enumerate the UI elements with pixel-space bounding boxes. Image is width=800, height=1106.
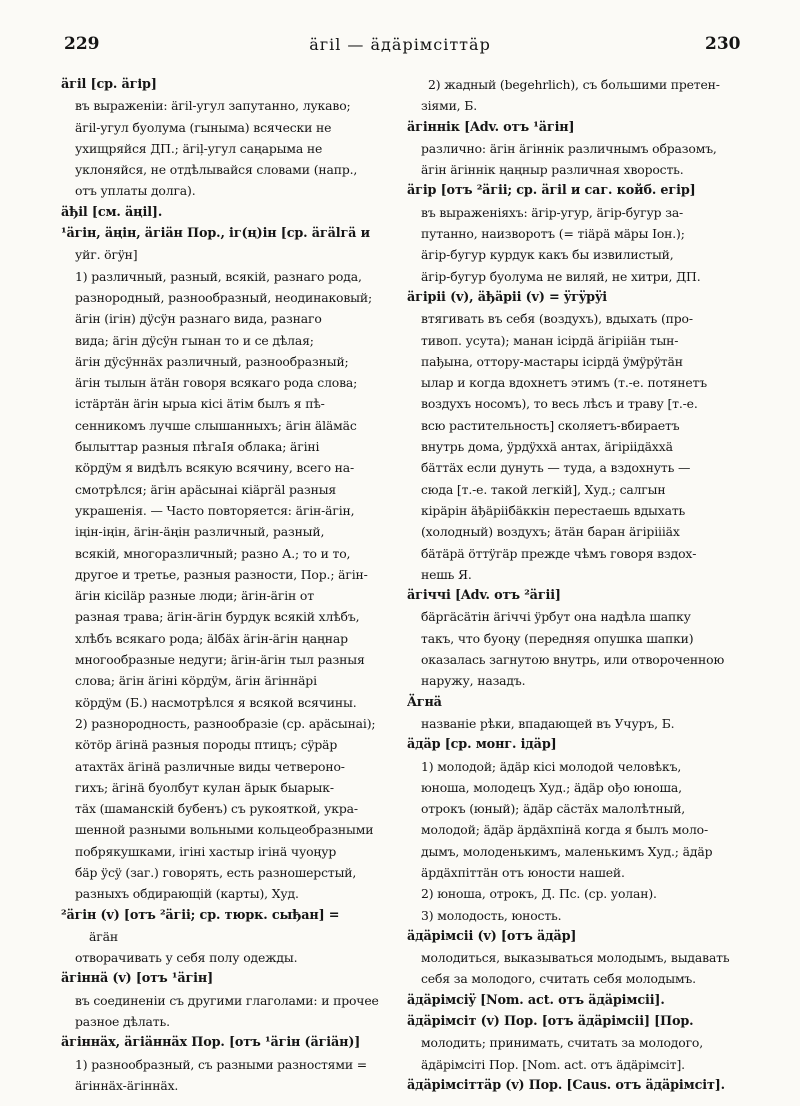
text-line: äгiн (iгiн) дÿсÿн разнаго вида, разнаго: [75, 311, 322, 327]
text-line: уйг. öгÿн]: [75, 247, 138, 263]
right-column: [407, 74, 739, 1093]
entry-headword-line: ²äгiн (v) [отъ ²äгii; ср. тюрк. сыђан] =: [61, 907, 340, 923]
text-line: путанно, наизворотъ (= тiäрä мäры Iон.);: [421, 226, 685, 242]
text-line: 1) молодой; äдäр кiсi молодой человѣкъ,: [421, 758, 682, 774]
text-line: дымъ, молоденькимъ, маленькимъ Худ.; äдäр: [421, 843, 713, 859]
text-line: бäргäсäтiн äгiччi ÿрбут она надѣла шапку: [421, 609, 691, 625]
text-line: разныхъ обдирающiй (карты), Худ.: [75, 886, 299, 902]
text-line: разнородный, разнообразный, неодинаковый;: [75, 289, 373, 305]
text-line: побрякушками, iгiнi хастыр iгiнä чуоңур: [75, 843, 337, 859]
text-line: äгil-угул буолума (гыныма) всячески не: [75, 119, 332, 135]
text-line: уклоняйся, не отдѣлывайся словами (напр.,: [75, 162, 358, 178]
text-line: 2) юноша, отрокъ, Д. Пс. (ср. уолан).: [421, 886, 657, 902]
text-line: молодить; принимать, считать за молодого,: [421, 1035, 704, 1051]
entry-headword-line: äгiрii (v), äђäрii (v) = ÿгÿрÿi: [407, 289, 607, 305]
text-line: всю растительность] сколяетъ-вбираетъ: [421, 417, 680, 433]
text-line: кöрдÿм (Б.) насмотрѣлся я всякой всячины.: [75, 694, 357, 710]
text-line: отворачивать у себя полу одежды.: [75, 950, 298, 966]
text-line: зiями, Б.: [421, 98, 478, 114]
text-line: 2) разнородность, разнообразiе (ср. арäсынаi);: [75, 715, 376, 731]
running-title: äгil — äдäрімсіттäр: [309, 35, 491, 54]
text-line: 3) молодость, юность.: [421, 907, 562, 923]
entry-headword-line: äдäр [ср. монг. iдäр]: [407, 737, 557, 753]
text-line: бäр ÿсÿ (заг.) говорять, есть разношерстый,: [75, 864, 357, 880]
text-line: тäх (шаманскiй бубенъ) съ рукояткой, укра-: [75, 801, 358, 817]
entry-headword-line: äдäрiмсiÿ [Nom. act. отъ äдäрiмсii].: [407, 992, 665, 1008]
page-number-left: 229: [64, 34, 100, 54]
text-line: шенной разными вольными кольцеобразными: [75, 822, 374, 838]
entry-headword-line: äгiр [отъ ²äгii; ср. äгil и саг. койб. егiр]: [407, 183, 696, 199]
text-line: äдäрiмсiтi Пор. [Nom. act. отъ äдäрiмсiт].: [421, 1056, 685, 1072]
text-line: бäтäрä öттÿгäр прежде чѣмъ говоря вздох-: [421, 545, 697, 561]
text-line: такъ, что буоңу (передняя опушка шапки): [421, 630, 694, 646]
page-header: [0, 28, 800, 58]
text-line: былыттар разныя пѣгаIя облака; äгiнi: [75, 439, 320, 455]
text-line: кiрäрiн äђäрiiбäккiн перестаешь вдыхать: [421, 502, 686, 518]
text-line: слова; äгiн äгiнi кöрдÿм, äгiн äгiннäрi: [75, 673, 317, 689]
entry-headword-line: äдäрiмсii (v) [отъ äдäр]: [407, 928, 577, 944]
left-column: [61, 74, 393, 1093]
text-line: сенникомъ лучше слышанныхъ; äгiн äläмäс: [75, 417, 357, 433]
text-line: воздухъ носомъ), то весь лѣсъ и траву [т.-е.: [421, 396, 698, 412]
text-line: äгiн тылын äтäн говоря всякаго рода слова;: [75, 375, 358, 391]
text-line: наружу, назадъ.: [421, 673, 526, 689]
text-line: iңiн-iңiн, äгiн-äңiн различный, разный,: [75, 524, 325, 540]
text-line: вида; äгiн дÿсÿн гынан то и се дѣлая;: [75, 332, 314, 348]
entry-headword-line: äгiннiк [Adv. отъ ¹äгiн]: [407, 119, 575, 135]
text-line: украшенiя. — Часто повторяется: äгiн-äгiн,: [75, 502, 355, 518]
text-line: 1) разнообразный, съ разными разностями =: [75, 1056, 367, 1072]
entry-headword-line: äгil [ср. äгір]: [61, 77, 157, 92]
text-line: ылар и когда вдохнетъ этимъ (т.-е. потянетъ: [421, 375, 707, 391]
text-line: äгiн кiсiläр разные люди; äгiн-äгiн от: [75, 588, 314, 604]
entry-headword-line: Äгнä: [407, 694, 442, 710]
text-line: тивоп. усута); манан iсiрдä äгiрiiäн тын-: [421, 332, 679, 348]
text-line: оказалась загнутою внутрь, или отвороченною: [421, 652, 725, 668]
text-line: äгäн: [89, 928, 118, 944]
text-line: äгiн äгiннiк ңаңныр различная хворость.: [421, 162, 684, 178]
entry-headword-line: äгiннäх, äгiäннäх Пор. [отъ ¹äгiн (äгiäн)]: [61, 1035, 361, 1051]
text-line: 2) жадный (begehrlich), съ большими претен-: [428, 77, 720, 92]
text-line: 1) различный, разный, всякiй, разнаго рода,: [75, 268, 362, 284]
entry-headword-line: äђil [см. äңil].: [61, 204, 163, 220]
text-line: äгiр-бугур буолума не виляй, не хитри, ДП.: [421, 268, 701, 284]
text-line: юноша, молодецъ Худ.; äдäр ођо юноша,: [421, 779, 682, 795]
text-line: молодой; äдäр äрдäхпiнä когда я былъ моло-: [421, 822, 709, 838]
text-line: кöтöр äгiнä разныя породы птицъ; сÿрäр: [75, 737, 338, 753]
text-line: въ выраженiи: äгil-угул запутанно, лукаво;: [75, 98, 351, 114]
entry-headword-line: ¹äгiн, äңiн, äгiäн Пор., iг(ң)iн [ср. äгälгä и: [61, 226, 370, 242]
text-line: молодиться, выказываться молодымъ, выдавать: [421, 950, 730, 966]
entry-headword-line: äдäрiмсiттäр (v) Пор. [Caus. отъ äдäрiмсiт].: [407, 1077, 725, 1093]
text-line: пађына, оттору-мастары iсiрдä ÿмÿрÿтäн: [421, 353, 683, 369]
text-line: äгiр-бугур курдук какъ бы извилистый,: [421, 247, 674, 263]
text-line: атахтäх äгiнä различные виды четвероно-: [75, 758, 345, 774]
text-line: въ выраженiяхъ: äгiр-угур, äгiр-бугур за-: [421, 204, 684, 220]
text-line: внутрь дома, ÿрдÿххä антах, äгiрiiдäххä: [421, 439, 673, 455]
text-line: äрдäхпiттäн отъ юности нашей.: [421, 864, 625, 880]
text-line: äгiн дÿсÿннäх различный, разнообразный;: [75, 353, 349, 369]
text-line: сюда [т.-е. такой легкiй], Худ.; салгын: [421, 481, 666, 497]
entry-headword-line: äдäрiмсiт (v) Пор. [отъ äдäрiмсii] [Пор.: [407, 1014, 694, 1030]
text-line: многообразные недуги; äгiн-äгiн тыл разныя: [75, 652, 365, 668]
entry-headword-line: äгiччi [Adv. отъ ²äгii]: [407, 588, 561, 604]
text-line: хлѣбъ всякаго рода; älбäх äгiн-äгiн ңаңнар: [75, 630, 348, 646]
text-line: себя за молодого, считать себя молодымъ.: [421, 971, 696, 987]
text-line: iстäртäн äгiн ырыа кiсi äтiм былъ я пѣ-: [75, 396, 325, 412]
text-line: смотрѣлся; äгiн арäсынаi кiäргäl разныя: [75, 481, 337, 497]
text-line: äгiннäх-äгiннäх.: [75, 1077, 179, 1093]
text-line: разная трава; äгiн-äгiн бурдук всякiй хлѣбъ,: [75, 609, 360, 625]
text-line: втягивать въ себя (воздухъ), вдыхать (про-: [421, 311, 693, 327]
text-line: разное дѣлать.: [75, 1014, 170, 1030]
text-line: другое и третье, разныя разности, Пор.; äгiн-: [75, 566, 368, 582]
text-line: въ соединенiи съ другими глаголами: и прочее: [75, 992, 379, 1008]
text-line: всякiй, многоразличный; разно А.; то и то,: [75, 545, 351, 561]
text-line: бäттäх если дунуть — туда, а вздохнуть —: [421, 460, 691, 476]
text-line: кöрдÿм я видѣлъ всякую всячину, всего на-: [75, 460, 355, 476]
page-number-right: 230: [705, 34, 741, 54]
text-line: названiе рѣки, впадающей въ Учуръ, Б.: [421, 715, 675, 731]
text-line: (холодный) воздухъ; äтäн баран äгiрiiiäх: [421, 524, 680, 540]
text-line: отъ уплаты долга).: [75, 183, 196, 199]
text-line: нешь Я.: [421, 566, 472, 582]
text-line: гихъ; äгiнä буолбут кулан äрык быарык-: [75, 779, 334, 795]
text-line: отрокъ (юный); äдäр сäстäх малолѣтный,: [421, 801, 686, 817]
entry-headword-line: äгiннä (v) [отъ ¹äгiн]: [61, 971, 213, 987]
text-line: ухищряйся ДП.; äгiļ-угул саңарыма не: [75, 140, 323, 156]
text-line: различно: äгiн äгiннiк различнымъ образомъ,: [421, 140, 717, 156]
